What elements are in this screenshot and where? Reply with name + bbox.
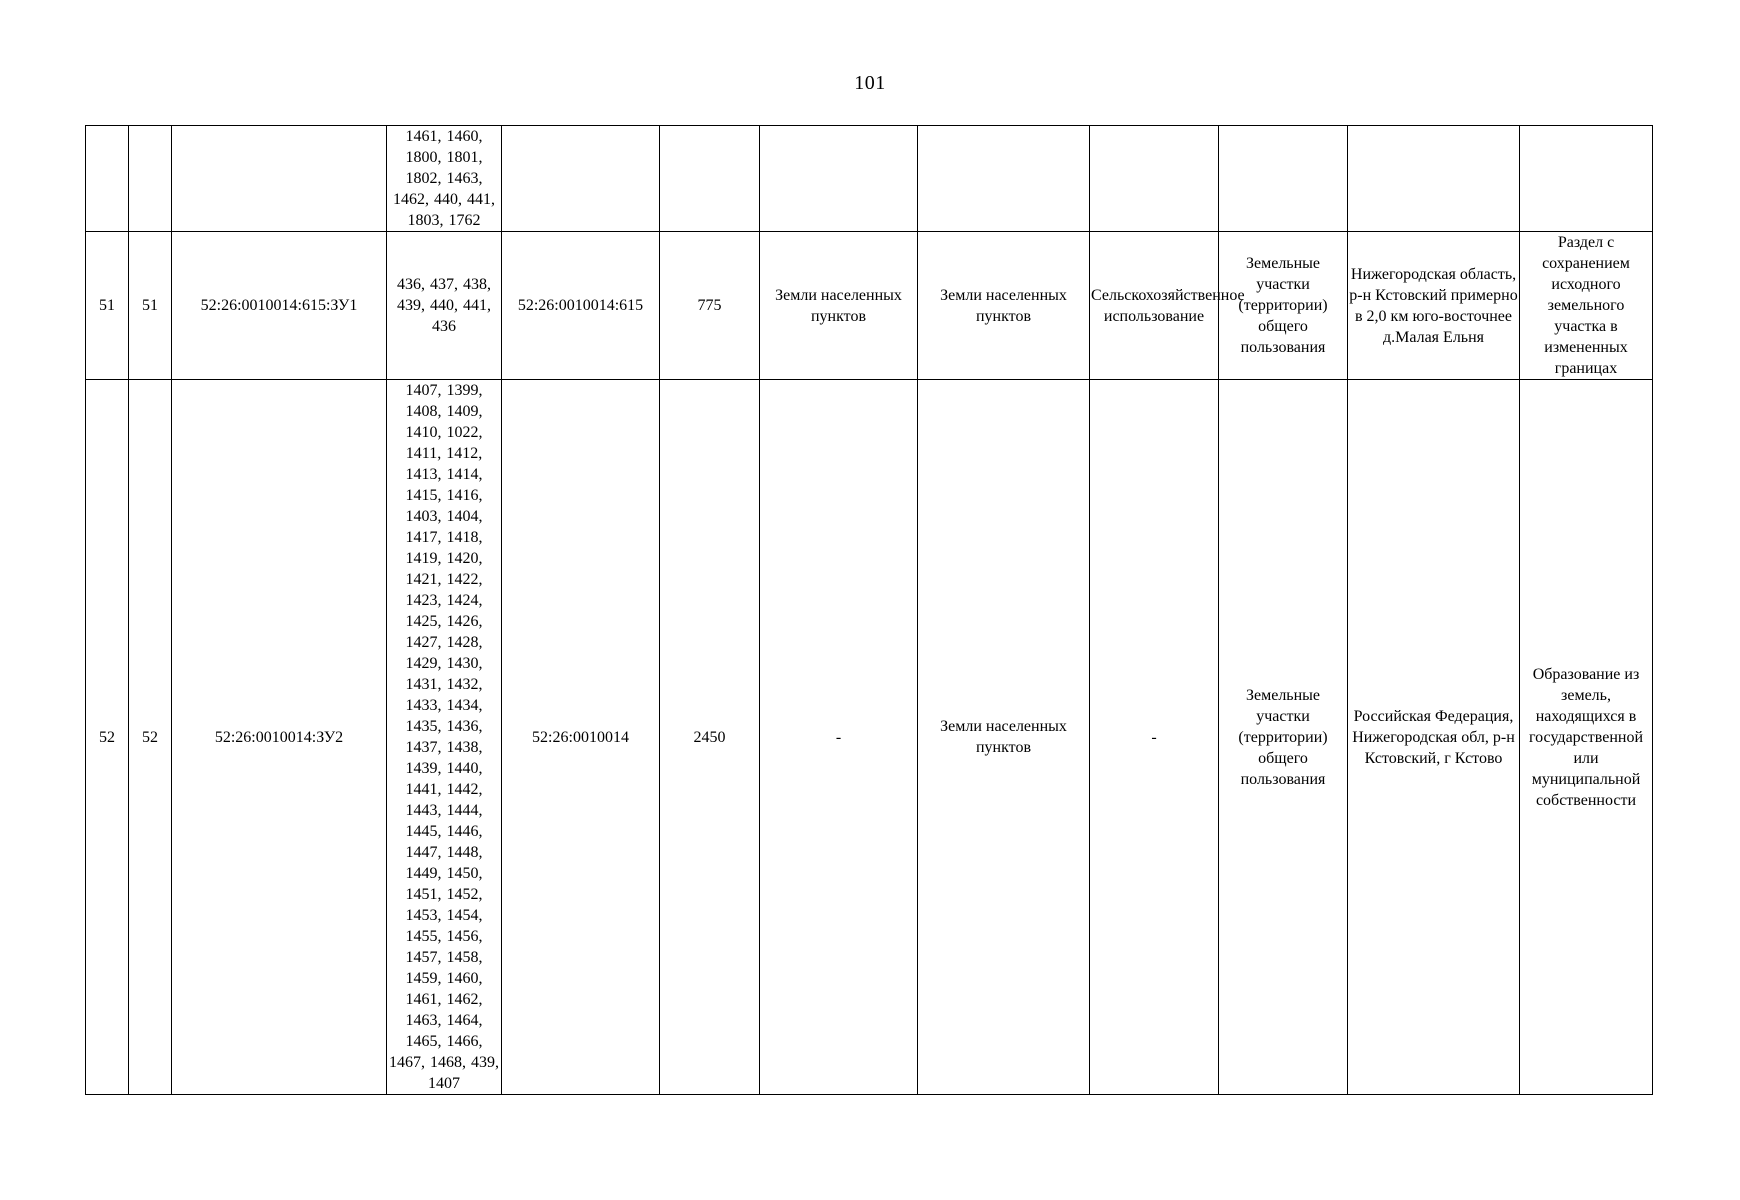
source-land-category-cell — [760, 126, 918, 232]
boundary-points-cell — [387, 380, 502, 1095]
boundary-points-text: 436, 437, 438, 439, 440, 441, 436 — [397, 276, 491, 335]
boundary-points-text: 1407, 1399, 1408, 1409, 1410, 1022, 1411, 1412, 1413, 1414, 1415, 1416, 1403, 1404, 1417, 1418, 1419, 1420, 1421, 1422, 1423, 1424, 1425, 1426, 1427, 1428, 1429, 1430, 1431, 1432, 1433, 1434, 1435, 1436, 1437, 1438, 1439, 1440, 1441, 1442, 1443, 1444, 1445, 1446, 1447, 1448, 1449, 1450, 1451, 1452, 1453, 1454, 1455, 1456, 1457, 1458, 1459, 1460, 1461, 1462, 1463, 1464, 1465, 1466, 1467, 1468, 439, 1407 — [389, 382, 499, 1092]
source-cadastral-number-cell: 52:26:0010014:615 — [502, 232, 660, 380]
source-cadastral-number-cell: 52:26:0010014 — [502, 380, 660, 1095]
land-plots-table — [85, 125, 1653, 1095]
cadastral-designation-cell — [172, 126, 387, 232]
page-number: 101 — [854, 72, 886, 94]
source-land-category-cell: Земли населенных пунктов — [760, 232, 918, 380]
area-cell — [660, 126, 760, 232]
boundary-points-cell — [387, 126, 502, 232]
row-number-cell: 52 — [86, 380, 129, 1095]
formation-method-cell — [1520, 126, 1653, 232]
source-cadastral-number-cell — [502, 126, 660, 232]
plot-number-cell — [129, 126, 172, 232]
area-cell: 2450 — [660, 380, 760, 1095]
boundary-points-cell — [387, 232, 502, 380]
formation-method-cell: Раздел с сохранением исходного земельного участка в измененных границах — [1520, 232, 1653, 380]
address-cell — [1348, 126, 1520, 232]
land-category-cell — [918, 126, 1090, 232]
cadastral-designation-cell: 52:26:0010014:ЗУ2 — [172, 380, 387, 1095]
table-row — [86, 380, 1653, 1095]
land-category-cell: Земли населенных пунктов — [918, 232, 1090, 380]
address-cell: Нижегородская область, р-н Кстовский примерно в 2,0 км юго-восточнее д.Малая Ельня — [1348, 232, 1520, 380]
source-land-category-cell: - — [760, 380, 918, 1095]
permitted-use-cell: Земельные участки (территории) общего пользования — [1219, 232, 1348, 380]
plot-number-cell: 52 — [129, 380, 172, 1095]
row-number-cell: 51 — [86, 232, 129, 380]
plot-number-cell: 51 — [129, 232, 172, 380]
source-permitted-use-cell: Сельскохозяйственное использование — [1090, 232, 1219, 380]
permitted-use-cell — [1219, 126, 1348, 232]
table-row — [86, 232, 1653, 380]
table-row — [86, 126, 1653, 232]
area-cell: 775 — [660, 232, 760, 380]
source-permitted-use-cell: - — [1090, 380, 1219, 1095]
cadastral-designation-cell: 52:26:0010014:615:ЗУ1 — [172, 232, 387, 380]
land-category-cell: Земли населенных пунктов — [918, 380, 1090, 1095]
address-cell: Российская Федерация, Нижегородская обл, р-н Кстовский, г Кстово — [1348, 380, 1520, 1095]
row-number-cell — [86, 126, 129, 232]
boundary-points-text: 1461, 1460, 1800, 1801, 1802, 1463, 1462, 440, 441, 1803, 1762 — [393, 128, 495, 229]
formation-method-cell: Образование из земель, находящихся в государственной или муниципальной собственности — [1520, 380, 1653, 1095]
permitted-use-cell: Земельные участки (территории) общего пользования — [1219, 380, 1348, 1095]
source-permitted-use-cell — [1090, 126, 1219, 232]
